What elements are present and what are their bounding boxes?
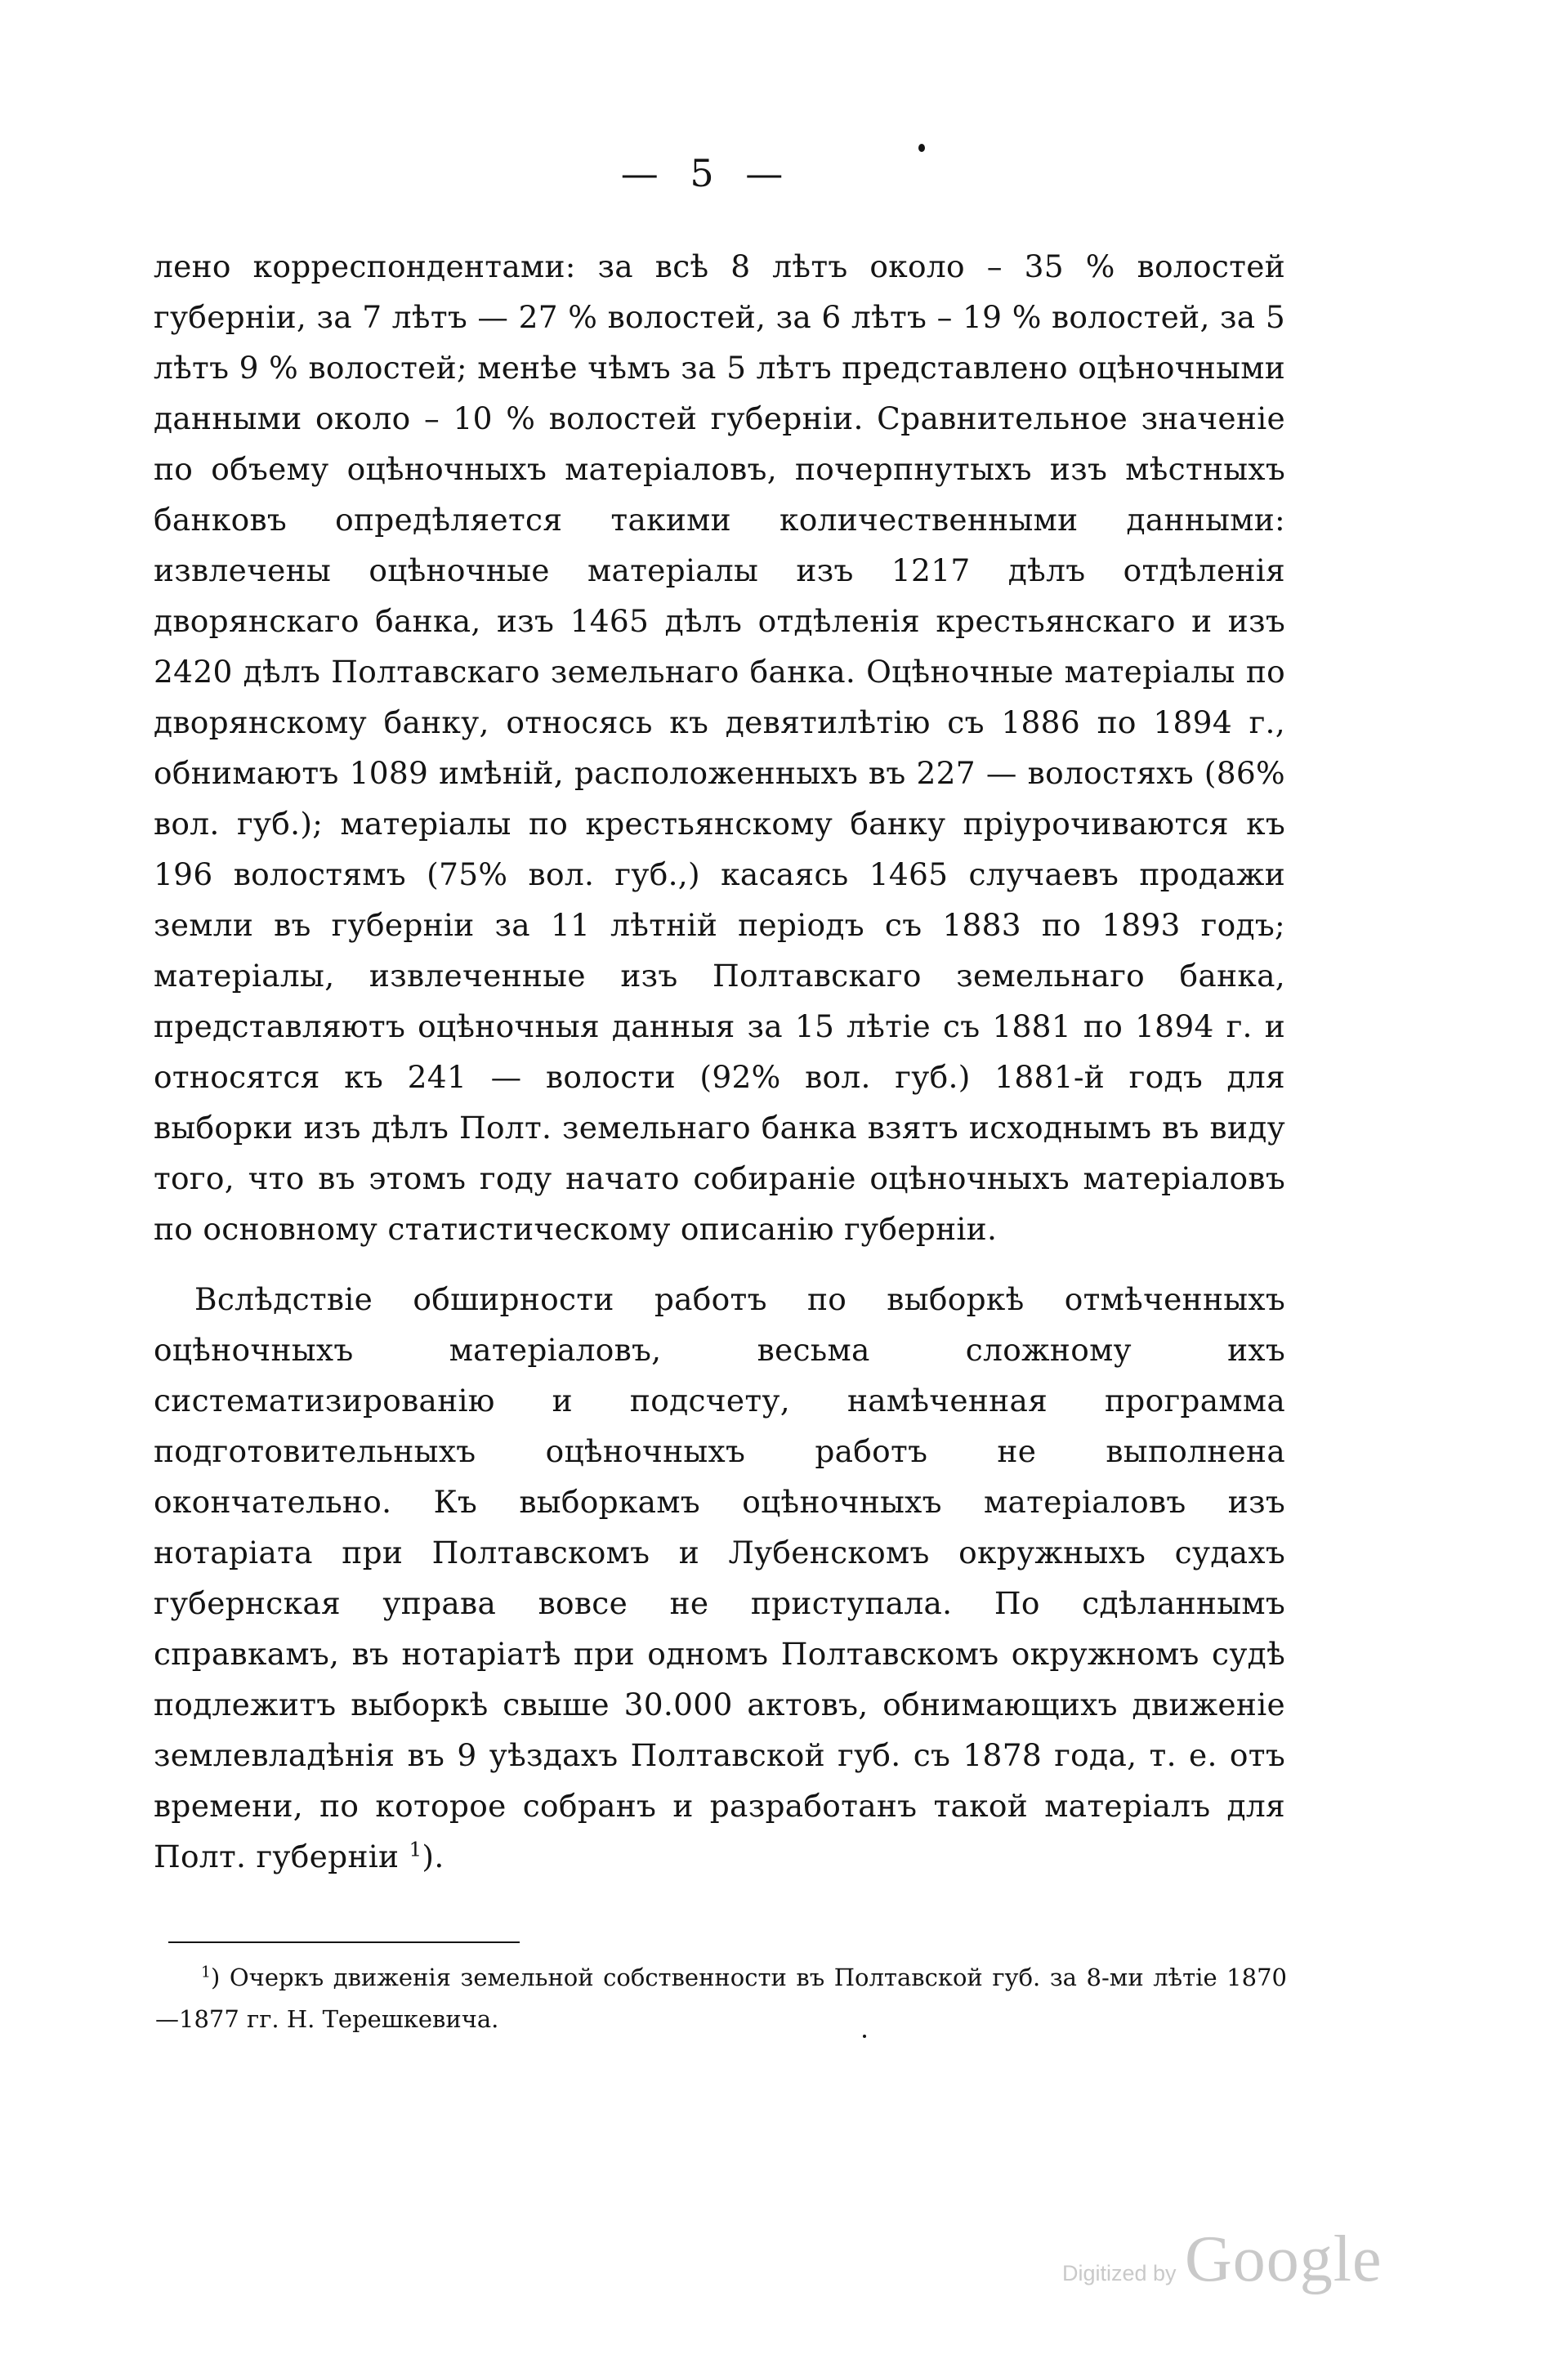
footnote-marker: 1 [201,1964,211,1982]
paragraph [154,1274,1285,1882]
digitized-watermark [1062,2223,1383,2297]
footnote-divider [168,1941,520,1943]
paragraph-end: ). [422,1839,444,1874]
page-number: — 5 — [620,151,793,195]
watermark-prefix: Digitized by [1062,2261,1177,2285]
footnote-marker-close: ) [211,1964,221,1991]
footnote-reference: 1 [409,1837,422,1861]
footnote-text: Очеркъ движенія земельной собственности въ Полтавской губ. за 8-ми лѣтіе 1870—1877 гг. Н. Терешкевича. [155,1964,1287,2033]
paragraph-text: Вслѣдствіе обширности работъ по выборкѣ отмѣченныхъ оцѣночныхъ матеріаловъ, весьма сложному ихъ систематизированію и подсчету, намѣченная программа подготовительныхъ оцѣночныхъ работъ не выполнена окончательно. Къ выборкамъ оцѣночныхъ матеріаловъ изъ нотаріата при Полтавскомъ и Лубенскомъ окружныхъ судахъ губернская управа вовсе не приступала. По сдѣланнымъ справкамъ, въ нотаріатѣ при одномъ Полтавскомъ окружномъ судѣ подлежитъ выборкѣ свыше 30.000 актовъ, обнимающихъ движеніе землевладѣнія въ 9 уѣздахъ Полтавской губ. съ 1878 года, т. е. отъ времени, по которое собранъ и разработанъ такой матеріалъ для Полт. губерніи [154,1281,1285,1874]
footnote [155,1957,1287,2040]
watermark-logo: Google [1185,2223,1383,2295]
body-text [154,241,1285,1882]
paragraph: лено корреспондентами: за всѣ 8 лѣтъ около – 35 % волостей губерніи, за 7 лѣтъ — 27 % волостей, за 6 лѣтъ – 19 % волостей, за 5 лѣтъ 9 % волостей; менѣе чѣмъ за 5 лѣтъ представлено оцѣночными данными около – 10 % волостей губерніи. Сравнительное значеніе по объему оцѣночныхъ матеріаловъ, почерпнутыхъ изъ мѣстныхъ банковъ опредѣляется такими количественными данными: извлечены оцѣночные матеріалы изъ 1217 дѣлъ отдѣленія дворянскаго банка, изъ 1465 дѣлъ отдѣленія крестьянскаго и изъ 2420 дѣлъ Полтавскаго земельнаго банка. Оцѣночные матеріалы по дворянскому банку, относясь къ девятилѣтію съ 1886 по 1894 г., обнимаютъ 1089 имѣній, расположенныхъ въ 227 — волостяхъ (86% вол. губ.); матеріалы по крестьянскому банку пріурочиваются къ 196 волостямъ (75% вол. губ.,) касаясь 1465 случаевъ продажи земли въ губерніи за 11 лѣтній періодъ съ 1883 по 1893 годъ; матеріалы, извлеченные изъ Полтавскаго земельнаго банка, представляютъ оцѣночныя данныя за 15 лѣтіе съ 1881 по 1894 г. и относятся къ 241 — волости (92% вол. губ.) 1881-й годъ для выборки изъ дѣлъ Полт. земельнаго банка взятъ исходнымъ въ виду того, что въ этомъ году начато собираніе оцѣночныхъ матеріаловъ по основному статистическому описанію губерніи. [154,248,1285,1247]
print-speck [863,2035,866,2038]
